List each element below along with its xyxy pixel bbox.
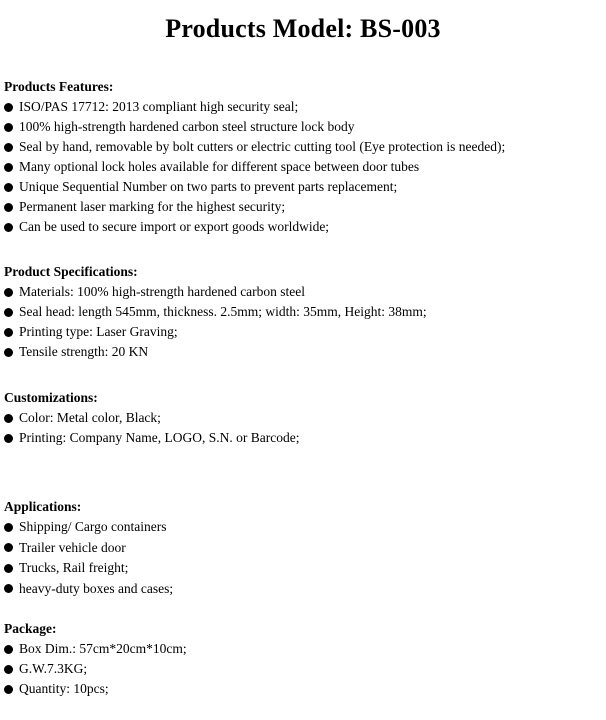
list-item <box>4 282 602 302</box>
list-item-text: 100% high-strength hardened carbon steel structure lock body <box>19 119 355 134</box>
bullet-icon <box>4 584 13 593</box>
list-item-text: Many optional lock holes available for different space between door tubes <box>19 159 420 174</box>
list-item <box>4 408 602 428</box>
bullet-icon <box>4 183 13 192</box>
list-item <box>4 558 602 579</box>
specifications-list <box>4 282 602 362</box>
features-heading: Products Features: <box>4 79 114 94</box>
bullet-icon <box>4 543 13 552</box>
bullet-icon <box>4 523 13 532</box>
list-item <box>4 322 602 342</box>
applications-section <box>4 497 602 599</box>
list-item-text: Quantity: 10pcs; <box>19 681 109 696</box>
list-item <box>4 197 602 217</box>
list-item <box>4 428 602 448</box>
specifications-heading: Product Specifications: <box>4 264 138 279</box>
page-title: Products Model: BS-003 <box>165 14 441 43</box>
bullet-icon <box>4 308 13 317</box>
bullet-icon <box>4 163 13 172</box>
list-item <box>4 639 602 659</box>
features-list <box>4 97 602 237</box>
package-heading: Package: <box>4 621 57 636</box>
list-item-text: heavy-duty boxes and cases; <box>19 580 174 596</box>
list-item-text: Permanent laser marking for the highest security; <box>19 199 286 214</box>
list-item-text: Color: Metal color, Black; <box>19 410 161 425</box>
list-item <box>4 342 602 362</box>
list-item-text: Tensile strength: 20 KN <box>19 344 149 359</box>
list-item-text: G.W.7.3KG; <box>19 661 88 676</box>
list-item-text: Trucks, Rail freight; <box>19 560 129 575</box>
list-item <box>4 117 602 137</box>
bullet-icon <box>4 645 13 654</box>
list-item <box>4 177 602 197</box>
bullet-icon <box>4 434 13 443</box>
bullet-icon <box>4 103 13 112</box>
list-item <box>4 302 602 322</box>
bullet-icon <box>4 328 13 337</box>
bullet-icon <box>4 564 13 573</box>
bullet-icon <box>4 414 13 423</box>
list-item <box>4 217 602 237</box>
bullet-icon <box>4 203 13 212</box>
list-item <box>4 679 602 699</box>
list-item-text: Seal by hand, removable by bolt cutters or electric cutting tool (Eye protection is needed); <box>19 139 506 154</box>
package-list <box>4 639 602 699</box>
bullet-icon <box>4 223 13 232</box>
list-item <box>4 157 602 177</box>
list-item-text: ISO/PAS 17712: 2013 compliant high security seal; <box>19 99 299 114</box>
list-item-text: Materials: 100% high-strength hardened carbon steel <box>19 284 306 299</box>
customizations-list <box>4 408 602 448</box>
list-item <box>4 538 602 559</box>
list-item-text: Box Dim.: 57cm*20cm*10cm; <box>19 641 187 656</box>
list-item <box>4 137 602 157</box>
specifications-section <box>4 262 602 362</box>
list-item-text: Unique Sequential Number on two parts to prevent parts replacement; <box>19 179 398 194</box>
applications-heading: Applications: <box>4 499 82 514</box>
list-item-text: Trailer vehicle door <box>19 539 126 555</box>
bullet-icon <box>4 123 13 132</box>
package-section <box>4 619 602 699</box>
bullet-icon <box>4 348 13 357</box>
list-item-text: Can be used to secure import or export goods worldwide; <box>19 219 330 234</box>
features-section <box>4 77 602 237</box>
list-item-text: Shipping/ Cargo containers <box>19 519 167 534</box>
list-item <box>4 579 602 600</box>
list-item <box>4 97 602 117</box>
list-item-text: Printing: Company Name, LOGO, S.N. or Barcode; <box>19 430 300 445</box>
bullet-icon <box>4 685 13 694</box>
bullet-icon <box>4 665 13 674</box>
bullet-icon <box>4 288 13 297</box>
customizations-section <box>4 388 602 448</box>
list-item <box>4 517 602 538</box>
applications-list <box>4 517 602 599</box>
list-item-text: Seal head: length 545mm, thickness. 2.5mm; width: 35mm, Height: 38mm; <box>19 304 427 319</box>
list-item-text: Printing type: Laser Graving; <box>19 324 178 339</box>
customizations-heading: Customizations: <box>4 390 98 405</box>
bullet-icon <box>4 143 13 152</box>
list-item <box>4 659 602 679</box>
